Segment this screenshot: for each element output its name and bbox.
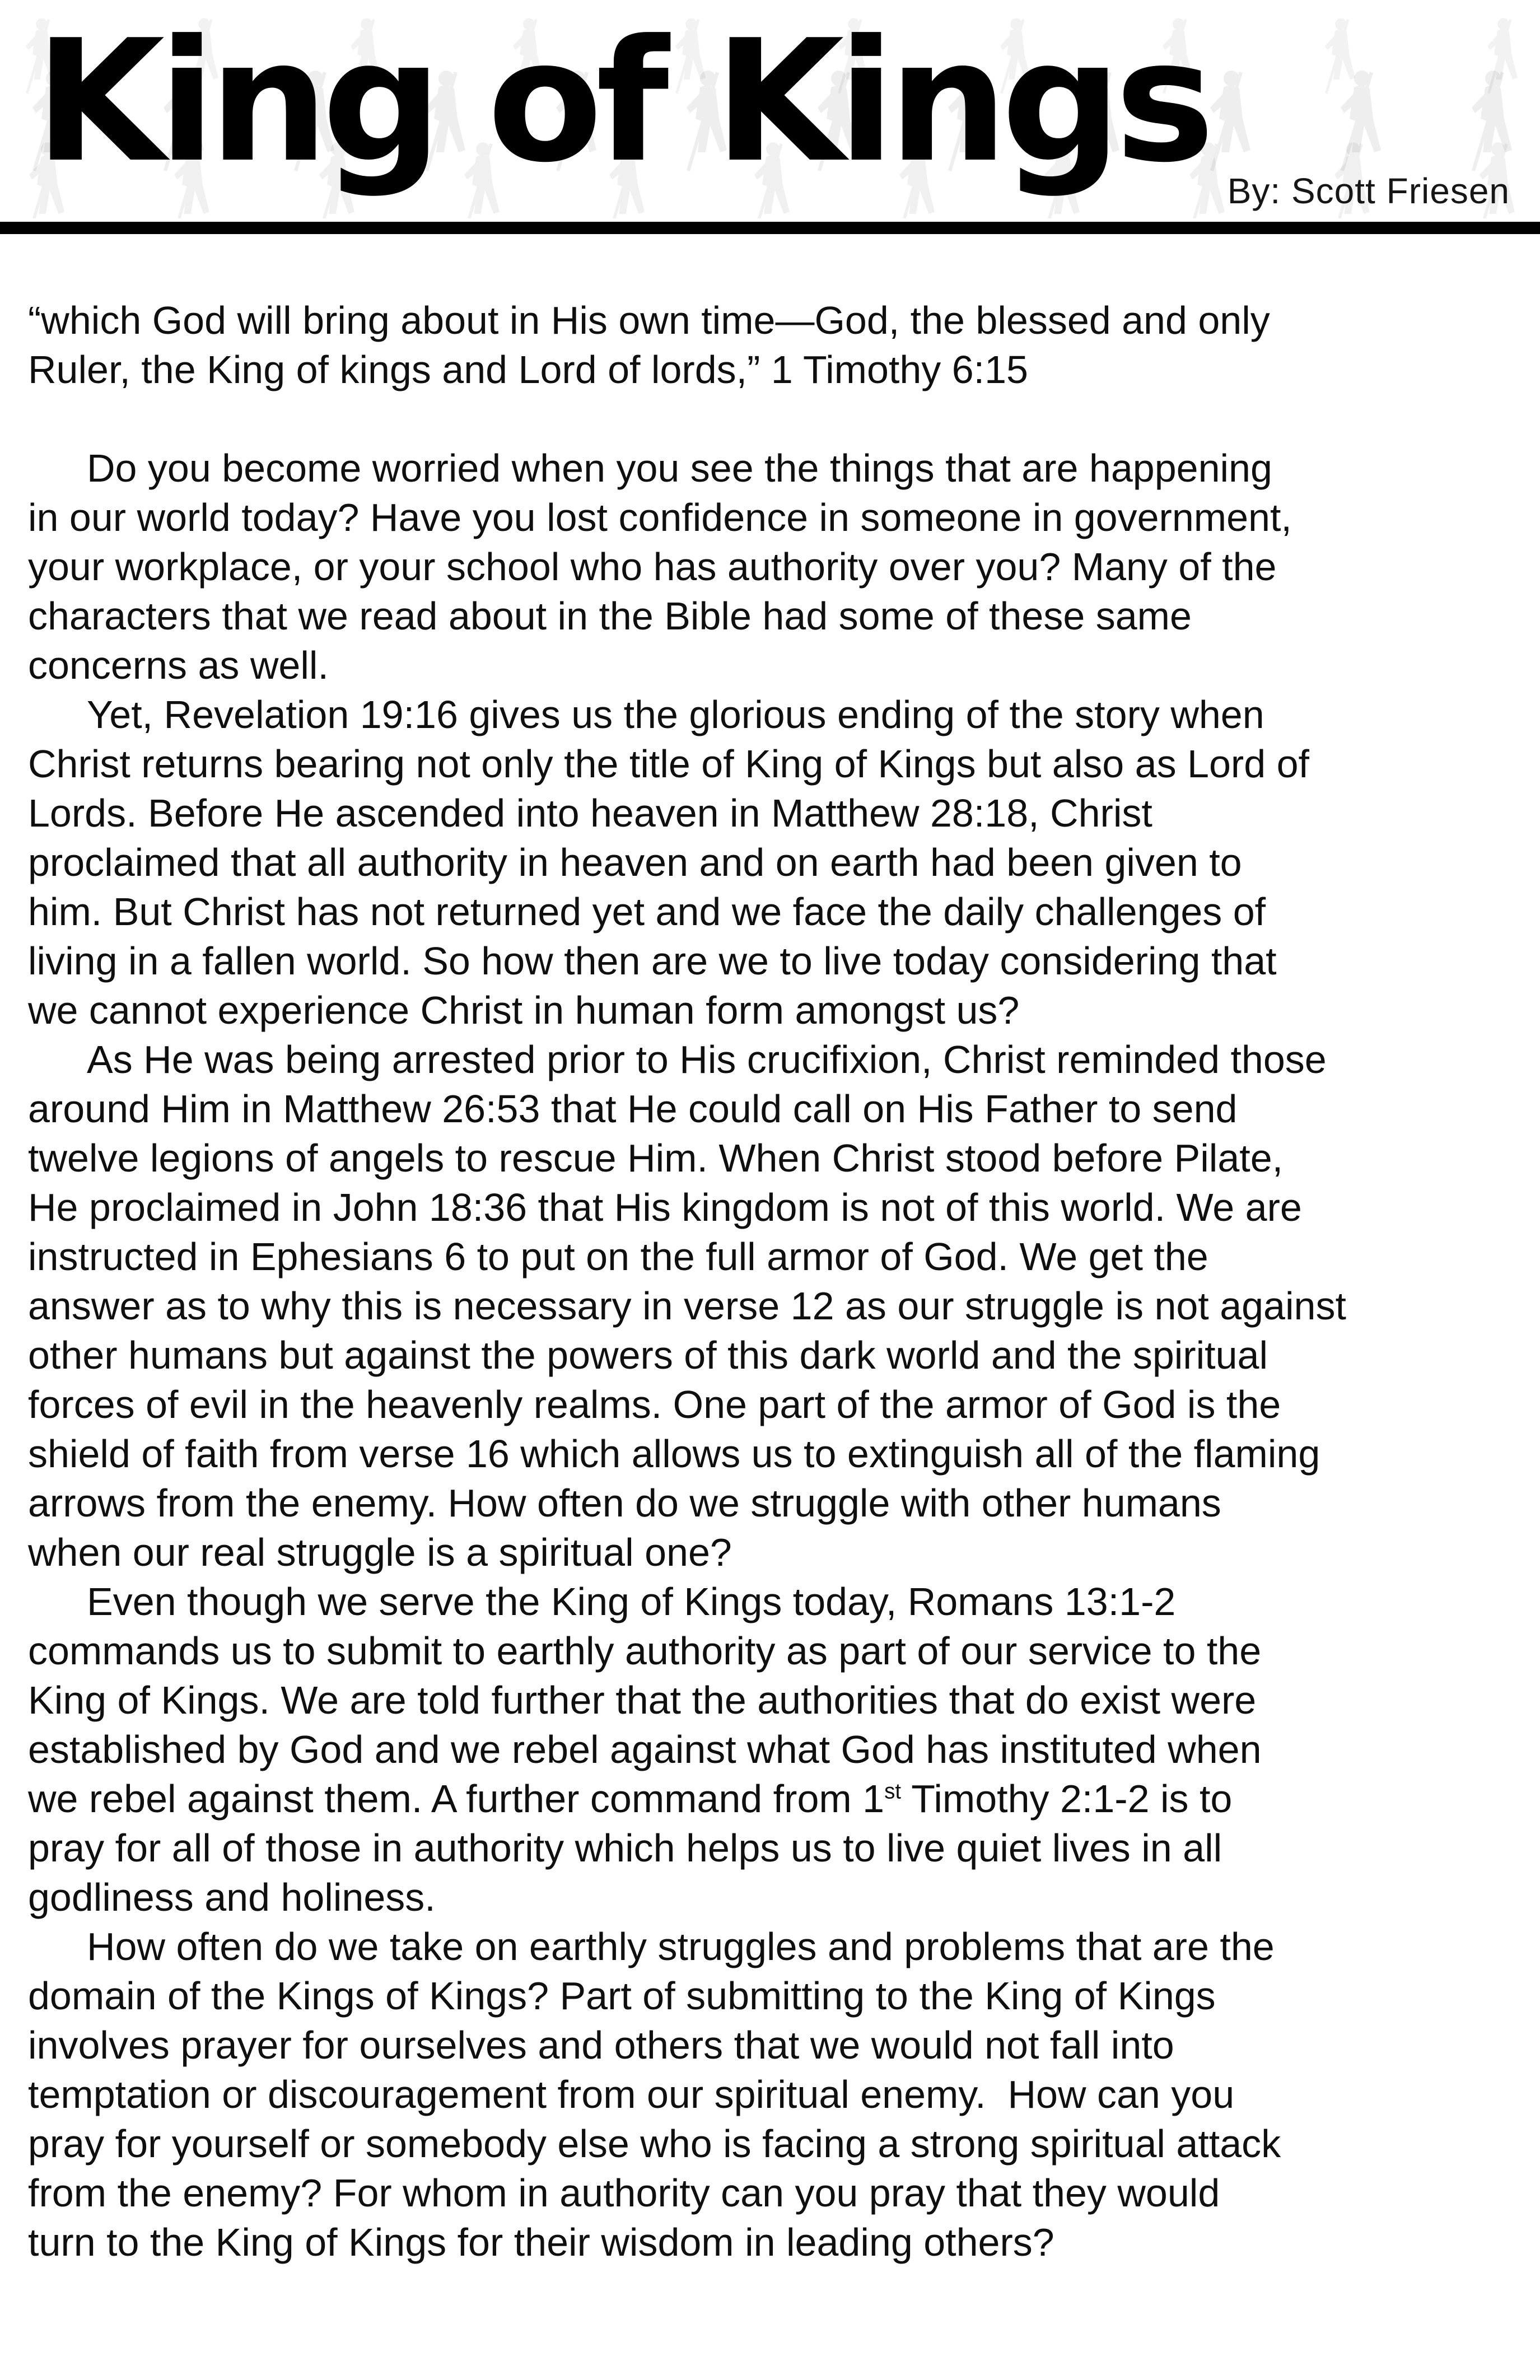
text-line: proclaimed that all authority in heaven and on earth had been given to	[28, 841, 1242, 884]
text-line: established by God and we rebel against what God has instituted when	[28, 1728, 1262, 1771]
text-line: temptation or discouragement from our spiritual enemy. How can you	[28, 2073, 1235, 2116]
text-line: domain of the Kings of Kings? Part of submitting to the King of Kings	[28, 1974, 1216, 2018]
text-line: Do you become worried when you see the things that are happening	[87, 446, 1272, 490]
text-line: characters that we read about in the Bible had some of these same	[28, 594, 1192, 638]
text-line: we rebel against them. A further command from 1st Timothy 2:1-2 is to	[28, 1777, 1233, 1821]
text-line: around Him in Matthew 26:53 that He could call on His Father to send	[28, 1087, 1238, 1131]
text-line: Christ returns bearing not only the title of King of Kings but also as Lord of	[28, 742, 1309, 786]
text-line: godliness and holiness.	[28, 1875, 436, 1919]
paragraph-3	[28, 1035, 1518, 1577]
text-line: living in a fallen world. So how then are we to live today considering that	[28, 939, 1277, 983]
text-line: your workplace, or your school who has authority over you? Many of the	[28, 545, 1277, 589]
text-line: Ruler, the King of kings and Lord of lords,” 1 Timothy 6:15	[28, 348, 1028, 391]
text-line: turn to the King of Kings for their wisdom in leading others?	[28, 2220, 1054, 2264]
text-line: answer as to why this is necessary in verse 12 as our struggle is not against	[28, 1284, 1346, 1328]
text-line: How often do we take on earthly struggles and problems that are the	[87, 1925, 1275, 1968]
text-line: Yet, Revelation 19:16 gives us the glorious ending of the story when	[87, 693, 1264, 736]
header	[0, 0, 1540, 222]
text-line: involves prayer for ourselves and others that we would not fall into	[28, 2023, 1174, 2067]
text-line: from the enemy? For whom in authority can you pray that they would	[28, 2171, 1220, 2215]
page-title: King of Kings	[35, 4, 1208, 199]
paragraph-5	[28, 1922, 1518, 2267]
text-line: “which God will bring about in His own time—God, the blessed and only	[28, 298, 1270, 342]
paragraph-1	[28, 444, 1518, 690]
text-line: instructed in Ephesians 6 to put on the full armor of God. We get the	[28, 1235, 1208, 1278]
text-line: King of Kings. We are told further that the authorities that do exist were	[28, 1678, 1257, 1722]
text-line: in our world today? Have you lost confidence in someone in government,	[28, 496, 1292, 539]
text-line: twelve legions of angels to rescue Him. When Christ stood before Pilate,	[28, 1136, 1284, 1180]
text-line: arrows from the enemy. How often do we struggle with other humans	[28, 1481, 1221, 1525]
paragraph-2	[28, 690, 1518, 1035]
text-line: commands us to submit to earthly authority as part of our service to the	[28, 1629, 1262, 1673]
text-line: concerns as well.	[28, 643, 329, 687]
text-line: other humans but against the powers of this dark world and the spiritual	[28, 1333, 1268, 1377]
header-divider	[0, 222, 1540, 234]
article-body	[0, 234, 1540, 2267]
text-line: him. But Christ has not returned yet and we face the daily challenges of	[28, 890, 1266, 934]
text-line: He proclaimed in John 18:36 that His kingdom is not of this world. We are	[28, 1186, 1302, 1229]
text-line: shield of faith from verse 16 which allows us to extinguish all of the flaming	[28, 1432, 1320, 1476]
superscript: st	[884, 1779, 902, 1804]
paragraph-4	[28, 1577, 1518, 1922]
scripture-quote	[28, 296, 1518, 394]
text-line: Lords. Before He ascended into heaven in Matthew 28:18, Christ	[28, 791, 1152, 835]
text-line: pray for all of those in authority which helps us to live quiet lives in all	[28, 1826, 1222, 1870]
byline: By: Scott Friesen	[1227, 171, 1510, 211]
text-line: Even though we serve the King of Kings today, Romans 13:1-2	[87, 1580, 1176, 1623]
text-line: when our real struggle is a spiritual one?	[28, 1530, 732, 1574]
text-line: As He was being arrested prior to His crucifixion, Christ reminded those	[87, 1038, 1327, 1081]
text-line: pray for yourself or somebody else who is facing a strong spiritual attack	[28, 2122, 1281, 2166]
text-line: forces of evil in the heavenly realms. One part of the armor of God is the	[28, 1383, 1281, 1426]
text-line: we cannot experience Christ in human form amongst us?	[28, 988, 1020, 1032]
